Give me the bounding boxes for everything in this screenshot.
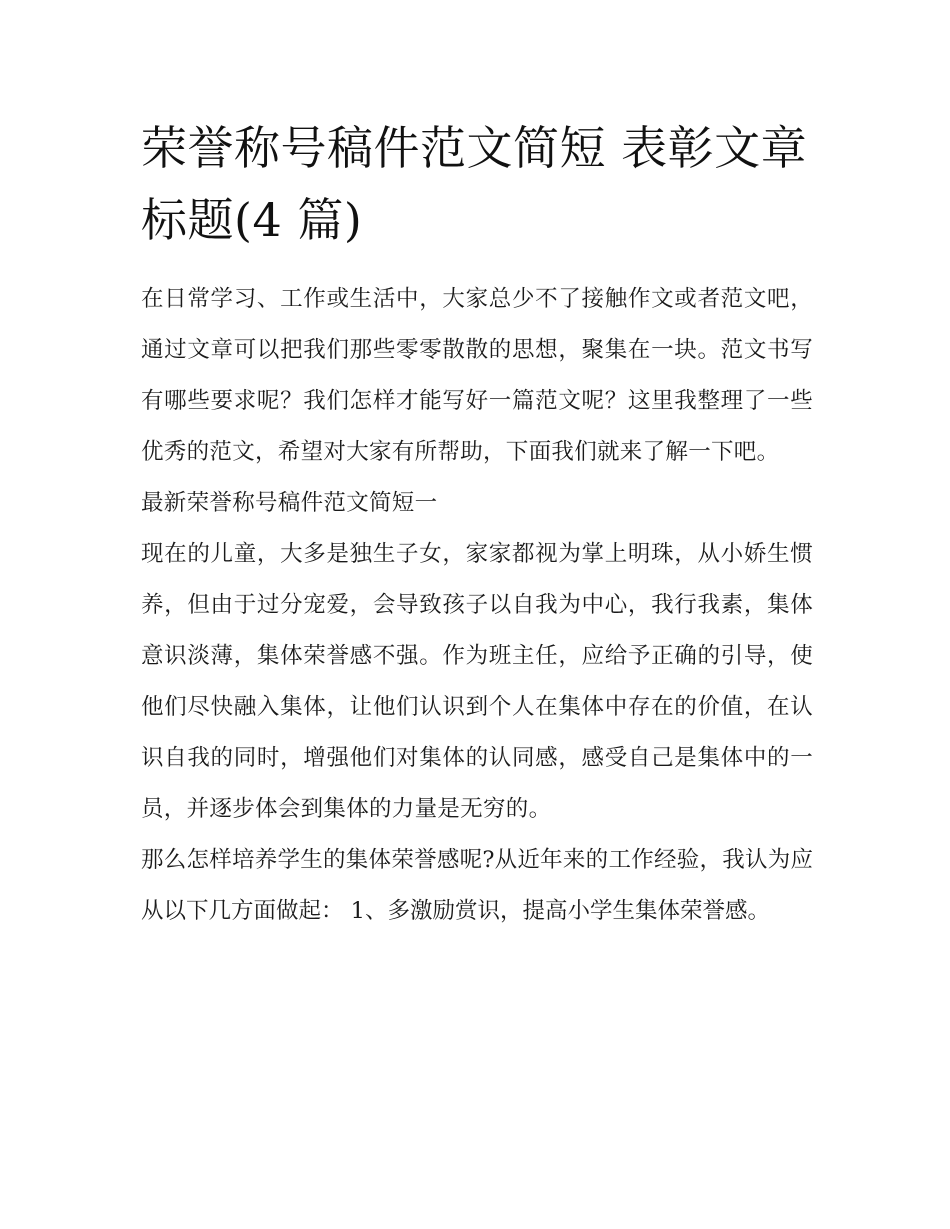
intro-paragraph: 在日常学习、工作或生活中，大家总少不了接触作文或者范文吧，通过文章可以把我们那些零零散散的思想，聚集在一块。范文书写有哪些要求呢？我们怎样才能写好一篇范文呢？这里我整理了一些优秀的范文，希望对大家有所帮助，下面我们就来了解一下吧。	[141, 286, 813, 465]
section-heading: 最新荣誉称号稿件范文简短一	[141, 490, 438, 516]
document-title: 荣誉称号稿件范文简短 表彰文章标题(4 篇)	[141, 121, 808, 247]
document-body	[141, 112, 813, 937]
body-paragraph-1: 现在的儿童，大多是独生子女，家家都视为掌上明珠，从小娇生惯养，但由于过分宠爱，会导致孩子以自我为中心，我行我素，集体意识淡薄，集体荣誉感不强。作为班主任，应给予正确的引导，使他们尽快融入集体，让他们认识到个人在集体中存在的价值，在认识自我的同时，增强他们对集体的认同感，感受自己是集体中的一员，并逐步体会到集体的力量是无穷的。	[141, 541, 813, 822]
body-paragraph-2: 那么怎样培养学生的集体荣誉感呢?从近年来的工作经验，我认为应从以下几方面做起： 1、多激励赏识，提高小学生集体荣誉感。	[141, 847, 813, 924]
